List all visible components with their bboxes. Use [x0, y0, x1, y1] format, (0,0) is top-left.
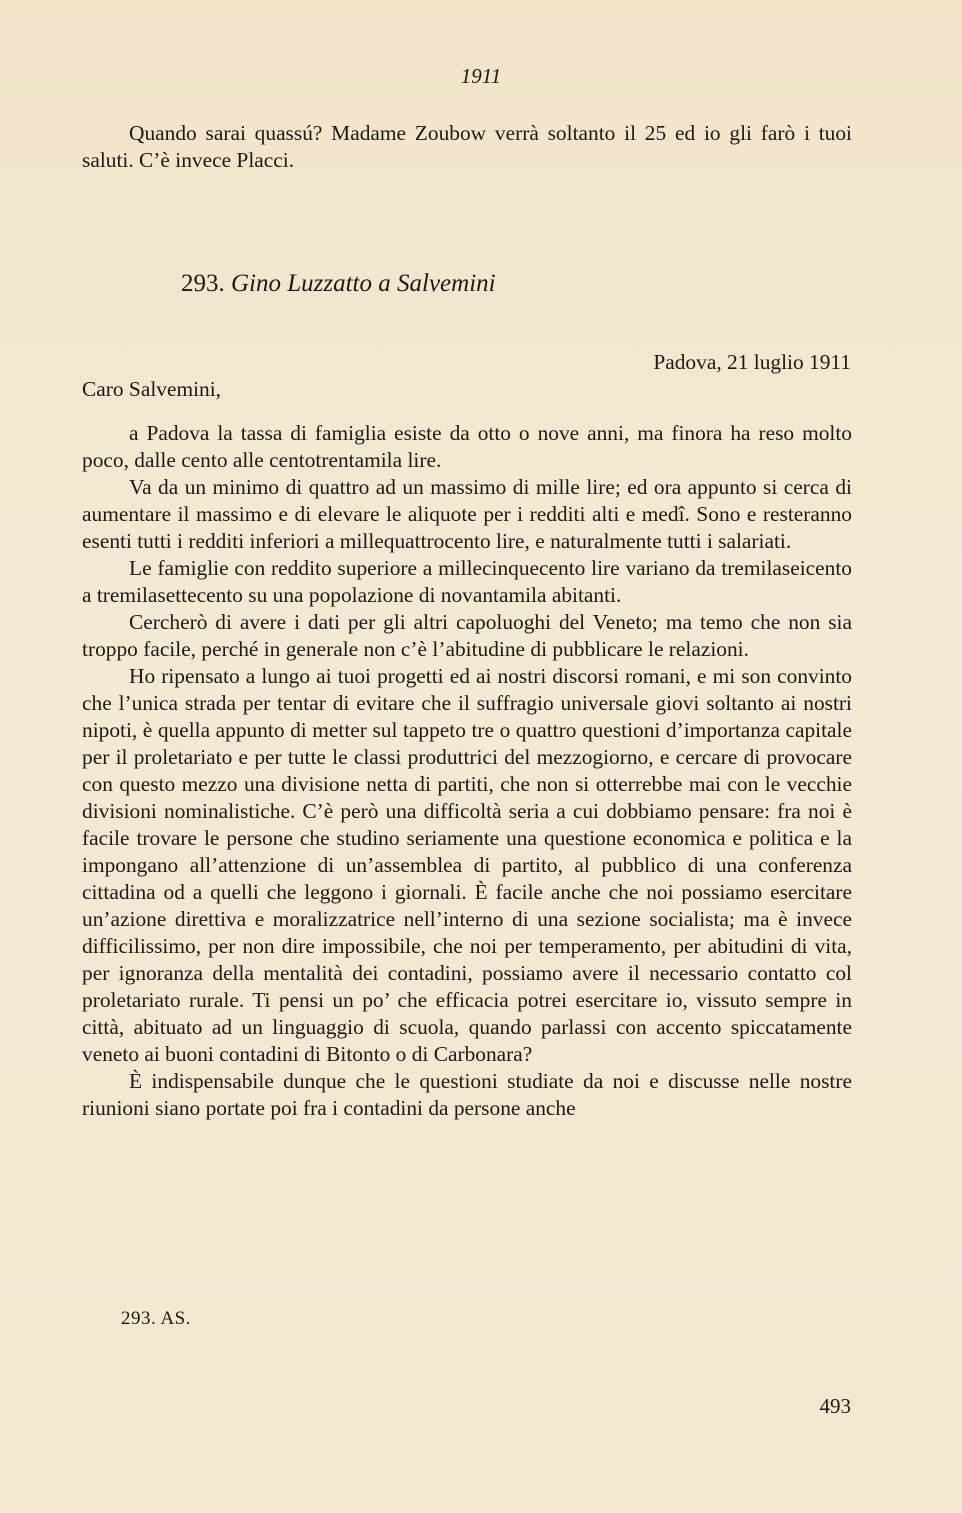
letter-title: Gino Luzzatto a Salvemini [231, 270, 496, 297]
letter-paragraph: a Padova la tassa di famiglia esiste da otto o nove anni, ma finora ha reso molto poco, dalle cento alle centotrentamila lire. [82, 421, 852, 472]
intro-paragraph-block [82, 120, 852, 174]
footnote: 293. AS. [121, 1308, 191, 1329]
letter-paragraph: Va da un minimo di quattro ad un massimo di mille lire; ed ora appunto si cerca di aumentare il massimo e di elevare le aliquote per i redditi alti e medî. Sono e resteranno esenti tutti i redditi inferiori a millequattrocento lire, e naturalmente tutti i salariati. [82, 475, 852, 553]
letter-salutation: Caro Salvemini, [82, 377, 222, 401]
letter-paragraph: Ho ripensato a lungo ai tuoi progetti ed ai nostri discorsi romani, e mi son convinto che l’unica strada per tentar di evitare che il suffragio universale giovi soltanto ai nostri nipoti, è quella appunto di metter sul tappeto tre o quattro questioni d’importanza capitale per il proletariato e per tutte le classi produttrici del mezzogiorno, e cercare di provocare con questo mezzo una divisione netta di partiti, che non si otterrebbe mai con le vecchie divisioni nominalistiche. C’è però una difficoltà seria a cui dobbiamo pensare: fra noi è facile trovare le persone che studino seriamente una questione economica e politica e la impongano all’attenzione di un’assemblea di partito, al pubblico di una conferenza cittadina od a quelli che leggono i giornali. È facile anche che noi possiamo esercitare un’azione direttiva e moralizzatrice nell’interno di una sezione socialista; ma è invece difficilissimo, per non dire impossibile, che noi per temperamento, per abitudini di vita, per ignoranza della mentalità dei contadini, possiamo avere il necessario contatto col proletariato rurale. Ti pensi un po’ che efficacia potrei esercitare io, vissuto sempre in città, abituato ad un linguaggio di scuola, quando parlassi con accento spiccatamente veneto ai buoni contadini di Bitonto o di Carbonara? [82, 664, 852, 1066]
letter-body [82, 420, 852, 1122]
letter-paragraph: È indispensabile dunque che le questioni studiate da noi e discusse nelle nostre riunioni siano portate poi fra i contadini da persone anche [82, 1069, 852, 1120]
running-head: 1911 [460, 64, 502, 88]
intro-paragraph: Quando sarai quassú? Madame Zoubow verrà soltanto il 25 ed io gli farò i tuoi saluti. C’è invece Placci. [82, 121, 852, 172]
letter-dateline: Padova, 21 luglio 1911 [653, 350, 851, 374]
letter-heading [181, 270, 496, 298]
letter-paragraph: Cercherò di avere i dati per gli altri capoluoghi del Veneto; ma temo che non sia troppo facile, perché in generale non c’è l’abitudine di pubblicare le relazioni. [82, 610, 852, 661]
letter-number: 293. [181, 270, 225, 297]
letter-paragraph: Le famiglie con reddito superiore a millecinquecento lire variano da tremilaseicento a tremilasettecento su una popolazione di novantamila abitanti. [82, 556, 852, 607]
page-number: 493 [819, 1394, 851, 1418]
